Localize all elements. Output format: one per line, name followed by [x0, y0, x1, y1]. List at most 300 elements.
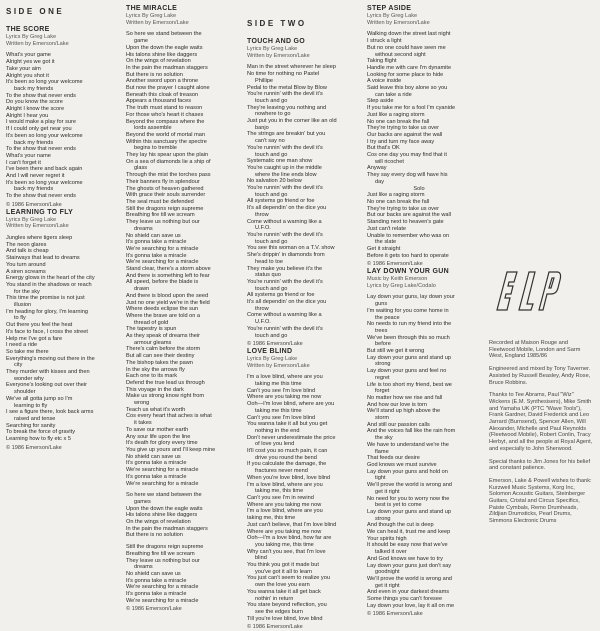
credits-notes — [489, 340, 595, 531]
lyric-line: Stand clear, there's a storm above — [126, 266, 211, 273]
lyric-line: Lay down your guns just don't say — [367, 562, 452, 569]
lyric-line: The ghosts of heaven gathered — [126, 185, 204, 192]
song-copyright: © 1986 Emerson/Lake — [247, 624, 303, 631]
lyric-line: In the sky the arrows fly — [126, 366, 185, 373]
lyric-line: And how our love is torn — [367, 401, 428, 408]
lyric-line: Standing next to heaven's gate — [367, 219, 444, 226]
lyric-line: All systems go friend or foe — [247, 198, 315, 205]
lyric-line: Systematic one man show — [247, 158, 313, 165]
song-fly — [6, 209, 110, 452]
lyric-line-continuation: city — [14, 362, 23, 369]
lyric-line: It's been so long your welcome — [6, 132, 83, 139]
lyric-line: To save our mother earth — [126, 426, 189, 433]
lyric-line: Beyond the compass where the — [126, 118, 205, 125]
song-touch — [247, 38, 351, 348]
lyric-line: Just no one yield we're in the field — [126, 299, 210, 306]
song-title: STEP ASIDE — [367, 5, 412, 12]
lyric-line: Any sour life upon the line — [126, 433, 191, 440]
lyric-line: You're runnin' with the devil it's — [247, 185, 323, 192]
lyric-line: When you're love blind, love blind — [247, 474, 331, 481]
lyric-line-continuation: raised and tense — [14, 415, 56, 422]
lyric-line-continuation: the sky — [375, 435, 393, 442]
lyric-line: But now the prayer I caught alone — [126, 85, 210, 92]
lyric-line: I see a figure there, look back arms — [6, 409, 94, 416]
lyric-line: It's been so long your welcome — [6, 179, 83, 186]
song-miracle — [126, 5, 230, 613]
song-credit: Written by Emerson/Lake — [6, 223, 69, 230]
lyric-line: It'll cost you so much pain, it can — [247, 448, 328, 455]
lyric-line: They're leaving you nothing and — [247, 104, 327, 111]
lyric-line: I need a ride — [6, 342, 38, 349]
lyric-line: His talons shine like daggers — [126, 512, 198, 519]
lyric-line-continuation: goodnight — [375, 569, 400, 576]
lyric-line-continuation: tight — [375, 475, 386, 482]
lyric-line: Appears a thousand faces — [126, 98, 191, 105]
lyric-line: Still the dragons reign supreme — [126, 544, 204, 551]
lyric-line: We'll prove the world is wrong and — [367, 482, 452, 489]
lyric-line: Take your aim — [6, 65, 41, 72]
lyric-line: You just can't seem to realize you — [247, 575, 330, 582]
song-copyright: © 1986 Emerson/Lake — [247, 341, 303, 348]
lyric-line: And I will never regret it — [6, 173, 65, 180]
lyric-line-continuation: wrong — [134, 400, 150, 407]
lyric-line: On the wings of revelation — [126, 58, 191, 65]
lyric-line: Come without a warning like a — [247, 218, 322, 225]
lyric-line-continuation: learning to fly — [14, 402, 48, 409]
lyric-line: Pedal to the metal Blow by Blow — [247, 84, 327, 91]
lyric-line: I'm waiting for you come home in — [367, 307, 449, 314]
lyric-line: You're runnin' with the devil it's — [247, 91, 323, 98]
lyric-line: She's drippin' in diamonds from — [247, 252, 325, 259]
lyric-line: It's all dependin' on the dice you — [247, 205, 327, 212]
lyric-line: Alright you shot it — [6, 72, 49, 79]
song-credit: Lyrics By Greg Lake — [367, 13, 418, 19]
lyric-line-continuation: strong — [375, 515, 391, 522]
lyric-line-continuation: illusion — [14, 302, 32, 309]
lyric-line: Till you're love blind, love blind — [247, 615, 323, 622]
lyric-line: They lay his spear upon the plain — [126, 152, 209, 159]
lyric-line: I try and turn my face away — [367, 138, 435, 145]
song-credit: Lyrics By Greg Lake — [247, 355, 298, 362]
lyric-line: It's death for glory every time — [126, 440, 198, 447]
lyric-line-continuation: trees — [375, 327, 388, 334]
lyric-line-continuation: touch and go — [255, 97, 288, 104]
lyric-line: His talons shine like daggers — [126, 51, 198, 58]
lyric-line: Within this sanctuary the spectre — [126, 138, 207, 145]
lyric-line: If you take me for a fool I'm cyanide — [367, 105, 456, 112]
lyric-line: Breathing fire till we scream — [126, 550, 195, 557]
lyric-line: No one can break the fall — [367, 118, 430, 125]
lyric-line-continuation: can't say no — [255, 138, 285, 145]
lyric-line-continuation: begins to tremble — [134, 145, 177, 152]
lyric-line: And God knows we have to try — [367, 555, 443, 562]
lyric-line: But that's OK — [367, 145, 400, 152]
song-blind — [247, 348, 351, 631]
lyric-line: Upon the down the eagle waits — [126, 505, 203, 512]
lyric-line: They leave us nothing but our — [126, 557, 200, 564]
column-1 — [6, 5, 110, 451]
lyric-line-continuation: touch and go — [255, 285, 288, 292]
credits-paragraph: Special thanks to Jim Jones for his belief and constant patience. — [489, 458, 591, 472]
lyric-line: You're caught up in the middle — [247, 164, 322, 171]
song-credit: Lyrics By Greg Lake — [6, 216, 57, 223]
lyric-line: Make us strong know right from — [126, 393, 205, 400]
song-credit: Written by Emerson/Lake — [126, 19, 189, 26]
lyric-line-continuation: glass — [134, 165, 148, 172]
lyric-line-continuation: see the edges burn — [255, 608, 303, 615]
song-title: THE MIRACLE — [126, 5, 178, 12]
lyric-line: You see this woman on a T.V. show — [247, 245, 335, 252]
lyric-line: You stand in the shadows or reach — [6, 281, 92, 288]
lyric-line: You're runnin' with the devil it's — [247, 325, 323, 332]
lyric-line-continuation: own the love you earn — [255, 582, 310, 589]
lyric-line: God knows we must survive — [367, 462, 437, 468]
lyric-line-continuation: guns — [375, 301, 388, 308]
lyric-line-continuation: for the sky — [14, 288, 40, 295]
lyric-line: There's calm before the storm — [126, 346, 201, 353]
lyric-line: And still our passion calls — [367, 421, 430, 428]
lyric-line: Come without a warning like a — [247, 312, 322, 319]
lyric-line: This time the promise is not just — [6, 295, 85, 302]
lyric-line: Anyway — [367, 165, 387, 172]
lyric-line: You wanna take it all get back — [247, 588, 321, 595]
lyric-line: Handle me with care I'm dynamite — [367, 64, 452, 71]
lyric-line: You're runnin' with the devil it's — [247, 278, 323, 285]
lyric-line-continuation: will ricochet — [375, 158, 404, 165]
lyric-line-continuation: without second sight — [375, 51, 426, 58]
lyric-line: On a sea of diamonds lie a ship of — [126, 158, 211, 165]
lyric-line: Another sword upon a throne — [126, 78, 199, 85]
lyric-line: I struck a light — [367, 38, 402, 45]
lyric-line: We'll stand up high above the — [367, 408, 441, 415]
song-title: LOVE BLIND — [247, 347, 293, 355]
lyric-line: Unable to remember who was on — [367, 232, 450, 239]
lyric-line-continuation: the peace — [375, 314, 400, 321]
lyric-line: Said leave this boy alone so you — [367, 85, 448, 92]
lyric-line: Alright yes we got it — [6, 59, 55, 66]
lyric-line: I'm a love blind, where are you — [247, 481, 323, 488]
lyric-line: The strings are breakin' but you — [247, 131, 326, 138]
lyric-line: Walking down the street last night — [367, 31, 451, 38]
lyric-line-continuation: get it right — [375, 488, 400, 495]
song-title: LAY DOWN YOUR GUN — [367, 268, 449, 276]
lyric-line-continuation: talked it over — [375, 549, 407, 556]
lyric-line-continuation: lords assemble — [134, 125, 172, 132]
lyric-line: I'm heading for glory, I'm learning — [6, 308, 88, 315]
lyric-line-continuation: head to toe — [255, 258, 283, 265]
lyric-line: It's face to face, I cross the street — [6, 328, 88, 335]
lyric-line-continuation: taking me this time — [255, 381, 302, 388]
lyric-line: They make you believe it's the — [247, 265, 323, 272]
lyric-line: Just can't relate — [367, 225, 407, 232]
lyric-line: That feeds our desire — [367, 455, 420, 462]
side-two-heading: SIDE TWO — [247, 19, 307, 28]
lyric-line-continuation: regret — [375, 374, 390, 381]
lyric-line: To the show that never ends — [6, 193, 76, 200]
lyric-line: It's gonna take a miracle — [126, 460, 187, 467]
lyric-line: Alright I know the score — [6, 106, 65, 113]
lyric-line: If I could only get near you — [6, 126, 72, 133]
lyric-line: Where are you taking me now — [247, 528, 322, 535]
lyric-line: With grace their souls surrender — [126, 192, 206, 199]
lyric-line-continuation: status quo — [255, 272, 281, 279]
lyric-line: Jungles where tigers sleep — [6, 234, 73, 241]
elp-logo-icon — [493, 266, 563, 318]
song-credit: Lyrics By Greg Lake — [247, 46, 298, 52]
song-credit: Written by Emerson/Lake — [247, 362, 310, 369]
lyric-line: Some things you can't foresee — [367, 596, 443, 603]
lyric-line: Where are you taking me now — [247, 501, 322, 508]
lyric-line: Everyone's looking out over their — [6, 382, 87, 389]
credits-paragraph: Engineered and mixed by Tony Taverner. Assisted by Russell Beasley, Andy Rose, Bruce Robbins. — [489, 366, 591, 386]
lyric-line: But all can see their destiny — [126, 353, 195, 360]
lyric-line-continuation: thread of gold — [134, 319, 169, 326]
lyric-line: Upon the down the eagle waits — [126, 44, 203, 51]
lyric-line-continuation: the slate — [375, 239, 397, 246]
lyric-line-continuation: U.F.O. — [255, 225, 271, 232]
song-copyright: © 1986 Emerson/Lake — [6, 201, 62, 208]
lyric-line-continuation: get it right — [375, 582, 400, 589]
solo-marker: Solo — [413, 185, 425, 192]
lyric-line-continuation: games — [134, 498, 151, 505]
lyric-line-continuation: flame — [375, 448, 389, 455]
column-3 — [247, 5, 351, 631]
lyric-line-continuation: taking me, this time — [255, 488, 304, 495]
lyric-line-continuation: dreams — [134, 564, 153, 571]
lyric-line: But still we get it wrong — [367, 348, 425, 355]
lyric-line: Cos one day you may find that it — [367, 152, 447, 159]
lyric-line-continuation: strong — [375, 361, 391, 368]
lyric-line-continuation: taking me this time — [255, 407, 302, 414]
lyric-line: Still the dragons reign supreme — [126, 205, 204, 212]
lyric-line: No need for you to worry now the — [367, 495, 450, 502]
lyric-line: It's all dependin' on the dice you — [247, 299, 327, 306]
lyric-line: Their banners fly in splendour — [126, 178, 200, 185]
lyric-line: We've all gotta jump so I'm — [6, 395, 73, 402]
lyric-line: They're trying to take us over — [367, 125, 439, 132]
lyric-line: Our backs are against the wall — [367, 131, 443, 138]
lyric-line-continuation: best is yet to come — [375, 502, 422, 509]
lyric-line: You think you got it made but — [247, 562, 319, 569]
lyric-line: They leave us nothing but our — [126, 219, 200, 226]
lyric-line: Just like a raging storm — [367, 192, 425, 199]
lyric-line: All speed, before the blade is — [126, 279, 199, 286]
lyric-line: Beneath this cloak of treason — [126, 91, 199, 98]
column-4 — [367, 5, 471, 618]
lyric-line-continuation: U.F.O. — [255, 319, 271, 326]
lyric-line: What's your game — [6, 52, 51, 59]
lyric-line: No one can break the fall — [367, 198, 430, 205]
lyric-line: Life is too short my friend, best we — [367, 381, 452, 388]
lyric-line-continuation: throw — [255, 305, 269, 312]
lyric-line: And talk is cheap — [6, 248, 49, 255]
lyric-line: No salvation 20 below — [247, 178, 302, 185]
lyric-line: And there is blood upon the seed — [126, 292, 209, 299]
song-title: LEARNING TO FLY — [6, 208, 74, 216]
lyric-line: No shield can save us — [126, 453, 181, 460]
lyric-line: What's your name — [6, 152, 51, 159]
lyric-line: Where are you taking me now — [247, 394, 322, 401]
lyric-line: They murder with kisses and then — [6, 369, 90, 376]
lyric-line-continuation: drive you round the bend — [255, 454, 317, 461]
lyric-line-continuation: back my friends — [14, 85, 54, 92]
lyric-line: You're runnin' with the devil it's — [247, 144, 323, 151]
lyric-line: But no one could have seen me — [367, 44, 446, 51]
lyric-line-continuation: you taking me, this time — [255, 541, 314, 548]
lyric-line-continuation: nothing in the end — [255, 427, 300, 434]
lyric-line: They say every dog will have his — [367, 172, 448, 179]
lyric-line-continuation: banjo — [255, 124, 269, 131]
lyric-line: We'll prove the world is wrong and — [367, 575, 452, 582]
lyric-line: taking me, this time — [247, 515, 296, 522]
song-credit: Written by Emerson/Lake — [247, 52, 310, 59]
lyric-line: In the pain the madman staggers — [126, 64, 208, 71]
lyric-line: To the show that never ends — [6, 146, 76, 153]
lyric-line: We're searching for a miracle — [126, 597, 199, 604]
lyric-line: Out there you feel the heat — [6, 322, 73, 329]
lyric-line: We can heal it, trust me and keep — [367, 529, 451, 536]
lyric-line-continuation: to fly — [14, 315, 26, 322]
lyric-line-continuation: fractures never mend — [255, 468, 308, 475]
lyric-line: You give up yours and I'll keep mine — [126, 447, 216, 453]
lyric-line-continuation: dreams — [134, 225, 153, 232]
lyric-line-continuation: before — [375, 341, 391, 348]
lyric-line: The tapestry is spun — [126, 326, 177, 333]
lyric-line: So here we stand between the — [126, 31, 202, 38]
lyric-line: Before it gets too hard to operate — [367, 252, 449, 259]
lyric-line: I've been there and back again — [6, 166, 83, 173]
lyric-line: Can't you see I'm love blind — [247, 414, 316, 421]
lyric-line-continuation: day — [375, 178, 385, 185]
song-credit: Lyrics by Greg Lake/Codalo — [367, 282, 436, 289]
lyric-line: For those who's heart it chases — [126, 111, 204, 118]
lyric-line: Just put you in the corner like an old — [247, 118, 337, 125]
lyric-line: Each one to its mark — [126, 373, 177, 380]
lyric-line: We have to understand we're the — [367, 441, 449, 448]
lyric-line: Ooh—I'm a love blind, how far are — [247, 535, 332, 542]
lyric-line: And there is something left to fear — [126, 272, 210, 279]
lyric-line: Searching for sanity — [6, 422, 56, 429]
lyric-line: Just like a raging storm — [367, 111, 425, 118]
lyric-line: Where deeds eclipse the sun — [126, 306, 199, 313]
elp-logo — [493, 266, 563, 318]
lyric-line: The neon glares — [6, 241, 47, 248]
lyric-line: We're searching for a miracle — [126, 584, 199, 591]
lyric-line-continuation: touch and go — [255, 151, 288, 158]
lyric-line: Teach us what it's worth — [126, 406, 186, 413]
song-copyright: © 1986 Emerson/Lake — [126, 606, 182, 613]
lyric-line-continuation: can take a ride — [375, 91, 412, 98]
song-title: TOUCH AND GO — [247, 38, 306, 45]
lyric-line-continuation: of love you lend — [255, 441, 295, 448]
lyric-line: It's gonna take a miracle — [126, 591, 187, 598]
song-credit: Lyrics By Greg Lake — [6, 34, 57, 40]
song-credit: Music by Keith Emerson — [367, 276, 428, 283]
lyric-line: We're searching for a miracle — [126, 467, 199, 474]
credits-paragraph: Emerson, Lake & Powell wishes to thank: Kurzweil Music Systems, Korg Inc, Solomon Acoustic Guitars, Steinberger Guitars, Cristal and Circus Specifics, Paiste Cymbals, Remo Drumheads, Zildjian Drumsticks, Pearl Drums, Simmons Electronic Drums — [489, 477, 592, 525]
lyric-line-continuation: game — [134, 38, 148, 45]
lyric-line: In the pain the madman staggers — [126, 525, 208, 532]
lyric-line: Through the mist the torches pass — [126, 172, 211, 179]
lyric-line: Lay down your guns, lay down your — [367, 294, 455, 301]
song-title: THE SCORE — [6, 26, 50, 33]
lyric-line: Why can't you see, that I'm love — [247, 548, 326, 555]
lyric-line: Beyond the world of mortal man — [126, 131, 205, 138]
lyric-line: Breathing fire till we scream — [126, 212, 195, 219]
lyric-line: But there is no solution — [126, 71, 183, 78]
lyric-line-continuation: shoulder — [14, 389, 36, 396]
lyric-line: Your spirits high — [367, 535, 407, 542]
lyric-line: Can't you see I'm in rewind — [247, 495, 314, 501]
lyric-line: Energy glows in the heart of the city — [6, 275, 95, 282]
lyric-line: You stare beyond reflection, you — [247, 602, 327, 609]
song-copyright: © 1986 Emerson/Lake — [6, 444, 62, 451]
lyric-line: I can't forget it — [6, 159, 41, 166]
lyric-line: We're searching for a miracle — [126, 245, 199, 252]
lyric-line-continuation: drawn — [134, 286, 150, 293]
song-gun — [367, 268, 471, 618]
lyric-line-continuation: Phillipe — [255, 77, 274, 84]
lyric-line: We've been through this so much — [367, 334, 450, 341]
lyric-line: Lay down your guns and feel no — [367, 368, 447, 375]
lyric-line: Alright I hear you — [6, 112, 49, 119]
lyric-line: Can't you see I'm love blind — [247, 387, 316, 394]
lyric-line: No shield can save us — [126, 232, 181, 239]
lyric-line: No time for nothing no Pastel — [247, 71, 320, 78]
lyric-line: Step aside — [367, 98, 394, 105]
lyric-line: Ooh—I'm love blind, where are you — [247, 401, 335, 408]
lyric-line-continuation: nowhere to go — [255, 111, 291, 118]
lyric-line: This voyage in the dark — [126, 386, 184, 393]
lyric-line: But our backs are against the wall — [367, 212, 451, 219]
lyric-line-continuation: throw — [255, 211, 269, 218]
lyric-line: It's gonna take a miracle — [126, 473, 187, 480]
lyric-line: And the voices fall like the rain from — [367, 428, 456, 435]
lyric-line: We're searching for a miracle — [126, 480, 199, 487]
lyric-line: It should be easy now that we've — [367, 542, 448, 549]
lyric-line: So take me there — [6, 348, 49, 355]
lyric-line: And even in your darkest dreams — [367, 589, 450, 596]
song-credit: Written by Emerson/Lake — [6, 40, 69, 47]
lyric-line: You're runnin' with the devil it's — [247, 231, 323, 238]
lyric-line: And though the cut is deep — [367, 522, 434, 529]
credits-paragraph: Thanks to Tee Abrams, Paul "Wiz" Wickens (E.M. Synthesisers), Mike Smith and Yamaha UK (PTC "Wave Tools"), Frank Gardner, David Frederick and Leo Jarrard (Burnsend), Spencer Allen, Will Alexander, Michelle and Paul Reynolds (Fleetwood Mobile), Robert Conlin, Tracy Herbyt, and all the people at Royal Agent, and especially to John Sherwood. — [489, 392, 593, 452]
lyric-line: To the show that never ends — [6, 92, 76, 99]
lyric-line: Don't never underestimate the price — [247, 434, 336, 441]
credits-paragraph: Recorded at Maison Rouge and Fleetwood Mobile, London and Sarm West, England 1985/86 — [489, 340, 581, 360]
lyric-line: It's gonna take a miracle — [126, 239, 187, 246]
lyric-line: You turn around — [6, 261, 46, 268]
lyric-line: Taking flight — [367, 58, 397, 65]
lyric-line: I'm a love blind, where are you — [247, 374, 323, 381]
lyric-line-continuation: touch and go — [255, 332, 288, 339]
lyric-line: We're searching for a miracle — [126, 259, 199, 266]
lyric-line: Cos every heart that aches is what — [126, 413, 212, 420]
lyric-line: It's gonna take a miracle — [126, 577, 187, 584]
lyric-line: But there is no solution — [126, 532, 183, 539]
song-score — [6, 26, 110, 209]
lyric-line-continuation: back my friends — [14, 186, 54, 193]
lyric-line: Stairways that lead to dreams — [6, 255, 80, 262]
song-step — [367, 5, 471, 268]
lyric-line: As they speak of dreams their — [126, 333, 200, 340]
lyric-line: On the wings of revelation — [126, 519, 191, 526]
lyric-line: The truth must stand to reason — [126, 105, 203, 112]
lyric-line-continuation: where the line ends blow — [255, 171, 317, 178]
lyric-line: All systems go friend or foe — [247, 292, 315, 299]
song-copyright: © 1986 Emerson/Lake — [367, 261, 423, 268]
lyric-line: Man in the street wherever he sleep — [247, 64, 336, 71]
